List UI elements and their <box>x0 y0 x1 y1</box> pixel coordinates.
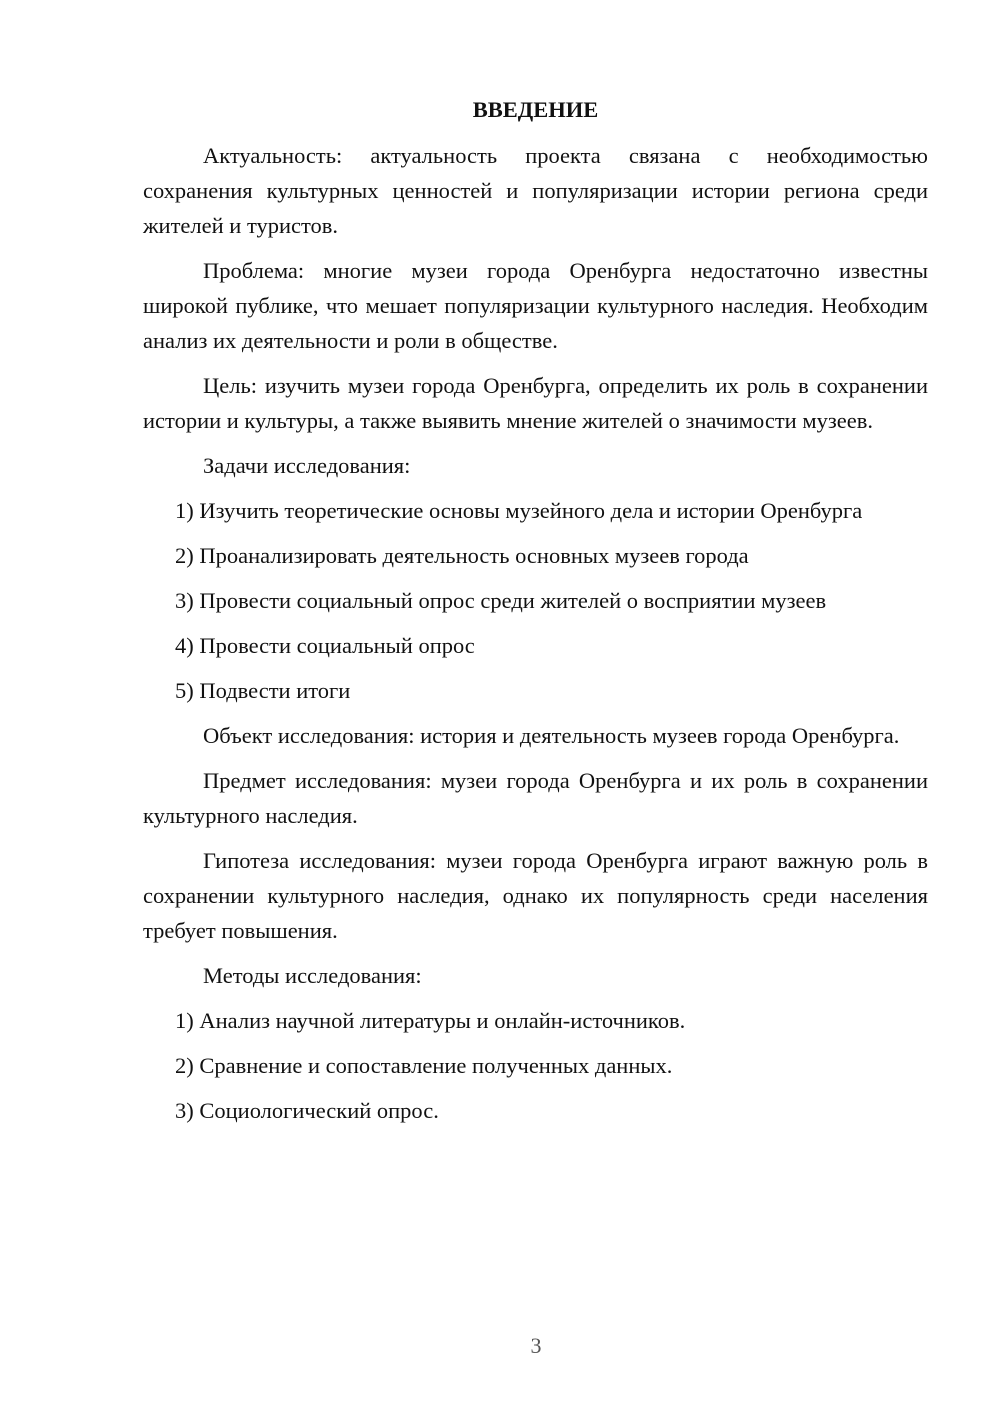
document-body <box>143 92 928 1138</box>
method-item: 3) Социологический опрос. <box>175 1098 439 1123</box>
task-item: 2) Проанализировать деятельность основных музеев города <box>175 543 749 568</box>
relevance-paragraph: Актуальность: актуальность проекта связана с необходимостью сохранения культурных ценностей и популяризации истории региона среди жителей и туристов. <box>143 143 928 238</box>
goal-paragraph: Цель: изучить музеи города Оренбурга, определить их роль в сохранении истории и культуры, а также выявить мнение жителей о значимости музеев. <box>143 373 928 433</box>
hypothesis-paragraph: Гипотеза исследования: музеи города Оренбурга играют важную роль в сохранении культурного наследия, однако их популярность среди населения требует повышения. <box>143 848 928 943</box>
method-item: 1) Анализ научной литературы и онлайн-источников. <box>175 1008 686 1033</box>
methods-heading: Методы исследования: <box>203 963 422 988</box>
task-item: 1) Изучить теоретические основы музейного дела и истории Оренбурга <box>175 498 863 523</box>
object-paragraph: Объект исследования: история и деятельность музеев города Оренбурга. <box>203 723 900 748</box>
page-number: 3 <box>530 1333 542 1358</box>
problem-paragraph: Проблема: многие музеи города Оренбурга недостаточно известны широкой публике, что мешает популяризации культурного наследия. Необходим анализ их деятельности и роли в обществе. <box>143 258 928 353</box>
section-title: ВВЕДЕНИЕ <box>472 97 599 122</box>
task-item: 3) Провести социальный опрос среди жителей о восприятии музеев <box>175 588 827 613</box>
subject-paragraph: Предмет исследования: музеи города Оренбурга и их роль в сохранении культурного наследия. <box>143 768 928 828</box>
tasks-heading: Задачи исследования: <box>203 453 411 478</box>
task-item: 5) Подвести итоги <box>175 678 351 703</box>
method-item: 2) Сравнение и сопоставление полученных данных. <box>175 1053 673 1078</box>
task-item: 4) Провести социальный опрос <box>175 633 475 658</box>
